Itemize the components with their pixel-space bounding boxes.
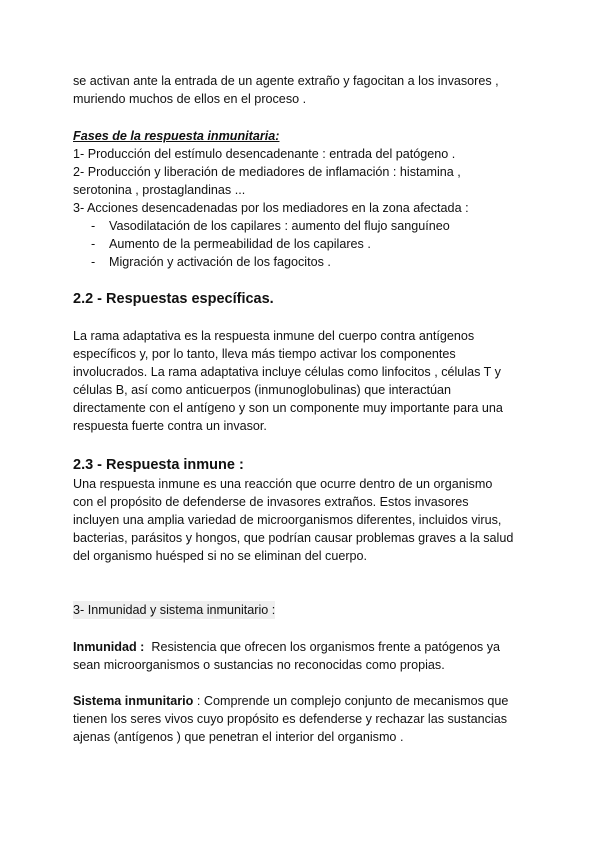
bullet-marker: - xyxy=(91,237,96,251)
definition-text: Resistencia que ofrecen los organismos frente a patógenos ya xyxy=(144,640,500,654)
section-heading: 2.2 - Respuestas específicas. xyxy=(73,291,274,307)
paragraph-line: específicos y, por lo tanto, lleva más tiempo activar los componentes xyxy=(73,347,456,361)
phase-item-continued: serotonina , prostaglandinas ... xyxy=(73,183,246,197)
phases-title: Fases de la respuesta inmunitaria: xyxy=(73,129,280,143)
definition-line: tienen los seres vivos cuyo propósito es defenderse y rechazar las sustancias xyxy=(73,712,508,726)
paragraph-line: involucrados. La rama adaptativa incluye células como linfocitos , células T y xyxy=(73,365,501,379)
paragraph-line: directamente con el antígeno y son un componente muy importante para una xyxy=(73,401,503,415)
definition-line: sean microorganismos o sustancias no reconocidas como propias. xyxy=(73,658,445,672)
section-heading: 2.3 - Respuesta inmune : xyxy=(73,457,244,473)
paragraph-line: células B, así como anticuerpos (inmunoglobulinas) que interactúan xyxy=(73,383,452,397)
paragraph-line: bacterias, parásitos y hongos, que podrían causar problemas graves a la salud xyxy=(73,531,514,545)
term-label: Sistema inmunitario xyxy=(73,694,194,708)
definition-immunity xyxy=(73,638,500,656)
section-heading-highlighted: 3- Inmunidad y sistema inmunitario : xyxy=(73,603,276,617)
definition-line: ajenas (antígenos ) que penetran el interior del organismo . xyxy=(73,730,404,744)
bullet-marker: - xyxy=(91,255,96,269)
intro-line: muriendo muchos de ellos en el proceso . xyxy=(73,92,307,106)
paragraph-line: respuesta fuerte contra un invasor. xyxy=(73,419,267,433)
phase-item: 2- Producción y liberación de mediadores de inflamación : histamina , xyxy=(73,165,461,179)
phase-item: 3- Acciones desencadenadas por los mediadores en la zona afectada : xyxy=(73,201,469,215)
bullet-item: Migración y activación de los fagocitos . xyxy=(109,255,331,269)
definition-text: : Comprende un complejo conjunto de mecanismos que xyxy=(193,694,509,708)
paragraph-line: con el propósito de defenderse de invasores extraños. Estos invasores xyxy=(73,495,469,509)
intro-line: se activan ante la entrada de un agente extraño y fagocitan a los invasores , xyxy=(73,74,499,88)
bullet-item: Aumento de la permeabilidad de los capilares . xyxy=(109,237,371,251)
paragraph-line: Una respuesta inmune es una reacción que ocurre dentro de un organismo xyxy=(73,477,493,491)
bullet-item: Vasodilatación de los capilares : aumento del flujo sanguíneo xyxy=(109,219,450,233)
term-label: Inmunidad : xyxy=(73,640,145,654)
phase-item: 1- Producción del estímulo desencadenante : entrada del patógeno . xyxy=(73,147,456,161)
definition-immune-system xyxy=(73,692,508,710)
paragraph-line: La rama adaptativa es la respuesta inmune del cuerpo contra antígenos xyxy=(73,329,475,343)
bullet-marker: - xyxy=(91,219,96,233)
paragraph-line: incluyen una amplia variedad de microorganismos diferentes, incluidos virus, xyxy=(73,513,502,527)
paragraph-line: del organismo huésped si no se eliminan del cuerpo. xyxy=(73,549,368,563)
